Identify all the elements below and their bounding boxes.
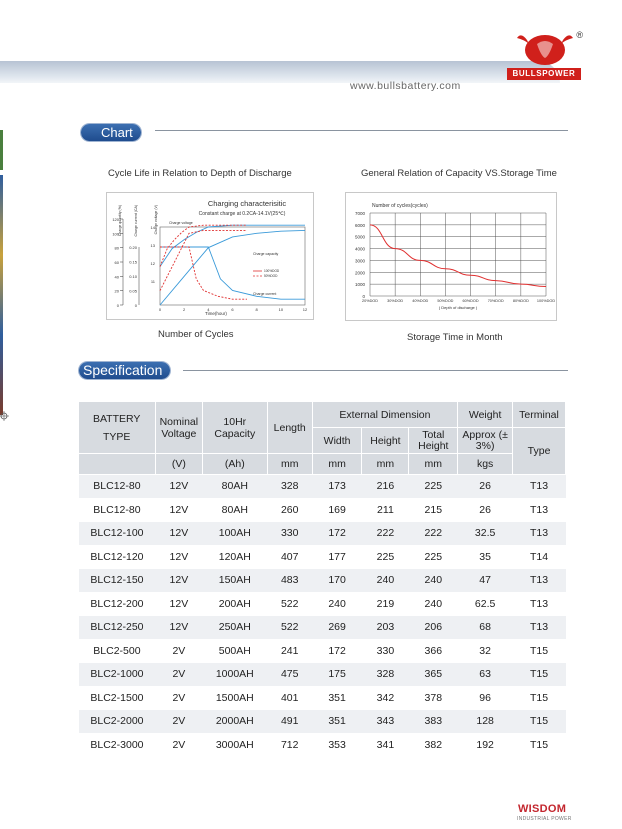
x-tick-label: 4	[207, 307, 210, 312]
cell-length: 241	[267, 639, 312, 663]
bull-logo-icon	[515, 30, 575, 70]
cell-type: BLC12-80	[79, 475, 156, 499]
charge-capacity-line-50dod	[160, 230, 247, 290]
x-axis-label: ( Depth of discharge )	[438, 305, 478, 310]
cell-capacity: 2000AH	[202, 710, 267, 734]
cell-voltage: 12V	[155, 545, 202, 569]
weight-header: Weight	[458, 402, 513, 428]
x-tick-label: 40%DOD	[412, 299, 429, 303]
table-row	[79, 686, 566, 710]
cell-type: BLC12-80	[79, 498, 156, 522]
table-row	[79, 616, 566, 640]
annotation-charge-current: Charge current	[253, 292, 277, 296]
cell-type: BLC2-3000	[79, 733, 156, 757]
cell-height: 203	[362, 616, 409, 640]
cell-weight: 26	[458, 498, 513, 522]
brand-name: BULLSPOWER	[507, 68, 581, 80]
left-chart-caption: Cycle Life in Relation to Depth of Discharge	[108, 168, 292, 179]
total-height-header	[409, 428, 458, 454]
x-axis-label: Time(hour)	[205, 311, 227, 316]
cell-voltage: 2V	[155, 663, 202, 687]
tick-label-current: 0	[134, 303, 137, 308]
table-row	[79, 475, 566, 499]
y-axis-header: Charge quantity (%)	[118, 205, 122, 237]
y-axis-header: Charge current (CA)	[134, 205, 138, 237]
cell-capacity: 1000AH	[202, 663, 267, 687]
cell-weight: 128	[458, 710, 513, 734]
battery-type-header	[79, 402, 156, 454]
table-row	[79, 592, 566, 616]
cell-width: 177	[312, 545, 362, 569]
website-url[interactable]: www.bullsbattery.com	[350, 80, 461, 92]
cell-weight: 68	[458, 616, 513, 640]
cell-terminal: T13	[513, 616, 566, 640]
edge-bar-top	[0, 130, 3, 170]
cell-voltage: 12V	[155, 616, 202, 640]
tick-label-quantity: 20	[114, 288, 119, 294]
cell-type: BLC2-500	[79, 639, 156, 663]
nominal-voltage-header	[155, 402, 202, 454]
tick-label-quantity: 80	[114, 245, 119, 251]
cell-weight: 63	[458, 663, 513, 687]
cell-terminal: T13	[513, 522, 566, 546]
y-tick-label: 0	[362, 294, 365, 299]
cell-voltage: 12V	[155, 522, 202, 546]
unit-capacity: (Ah)	[202, 454, 267, 475]
spec-section-title: Specification	[79, 362, 170, 379]
cell-total-height: 215	[409, 498, 458, 522]
cell-total-height: 225	[409, 545, 458, 569]
terminal-header: Terminal	[513, 402, 566, 428]
cell-height: 240	[362, 569, 409, 593]
x-tick-label: 30%DOD	[387, 299, 404, 303]
approx-header-label: Approx (± 3%)	[462, 428, 508, 452]
cell-length: 522	[267, 616, 312, 640]
battery-type-header-label: BATTERY TYPE	[92, 412, 141, 443]
tick-label-current: 0.15	[129, 259, 137, 265]
cell-total-height: 366	[409, 639, 458, 663]
x-tick-label: 12	[302, 307, 308, 312]
x-tick-label: 20%DOD	[361, 299, 379, 303]
cell-terminal: T15	[513, 663, 566, 687]
cell-length: 475	[267, 663, 312, 687]
cell-length: 491	[267, 710, 312, 734]
cell-width: 172	[312, 639, 362, 663]
x-tick-label: 80%DOD	[512, 299, 529, 303]
y-tick-label: 7000	[354, 211, 365, 216]
cell-type: BLC2-1000	[79, 663, 156, 687]
cell-length: 522	[267, 592, 312, 616]
cell-width: 351	[312, 686, 362, 710]
edge-bar-mid	[0, 175, 3, 415]
cell-total-height: 240	[409, 569, 458, 593]
cell-terminal: T15	[513, 710, 566, 734]
cell-weight: 32.5	[458, 522, 513, 546]
tick-label-voltage: 14	[150, 225, 155, 230]
cell-width: 351	[312, 710, 362, 734]
cell-total-height: 383	[409, 710, 458, 734]
cell-total-height: 222	[409, 522, 458, 546]
legend-label-100dod: 100%DOD	[264, 269, 280, 273]
chart-section-rule	[155, 130, 568, 131]
tick-label-quantity: 60	[114, 260, 119, 265]
cell-width: 353	[312, 733, 362, 757]
x-tick-label: 6	[231, 307, 234, 312]
chart-subtitle: Constant charge at 0.2CA-14.1V(25℃)	[198, 211, 286, 217]
charge-current-line-50dod	[160, 247, 247, 299]
cell-weight: 26	[458, 475, 513, 499]
cell-capacity: 200AH	[202, 592, 267, 616]
cell-capacity: 80AH	[202, 475, 267, 499]
tick-label-quantity: 120	[112, 217, 119, 222]
cell-terminal: T14	[513, 545, 566, 569]
cell-length: 330	[267, 522, 312, 546]
cell-weight: 62.5	[458, 592, 513, 616]
cell-type: BLC12-250	[79, 616, 156, 640]
cell-capacity: 150AH	[202, 569, 267, 593]
cell-terminal: T13	[513, 498, 566, 522]
cell-type: BLC2-1500	[79, 686, 156, 710]
nominal-voltage-header-label: Nominal Voltage	[159, 415, 199, 440]
chart-title: Number of cycles(cycles)	[372, 203, 428, 209]
unit-total-height: mm	[409, 454, 458, 475]
unit-weight: kgs	[458, 454, 513, 475]
approx-header	[458, 428, 513, 454]
cell-height: 211	[362, 498, 409, 522]
cell-voltage: 12V	[155, 498, 202, 522]
cell-voltage: 2V	[155, 710, 202, 734]
cell-type: BLC12-150	[79, 569, 156, 593]
cell-length: 407	[267, 545, 312, 569]
legend-label-50dod: 50%DOD	[264, 274, 278, 278]
cell-height: 328	[362, 663, 409, 687]
cell-weight: 96	[458, 686, 513, 710]
table-row	[79, 545, 566, 569]
cell-height: 216	[362, 475, 409, 499]
registered-mark: ®	[576, 30, 583, 40]
table-row	[79, 663, 566, 687]
tick-label-voltage: 11	[150, 279, 155, 284]
cell-width: 170	[312, 569, 362, 593]
width-header: Width	[312, 428, 362, 454]
cell-width: 172	[312, 522, 362, 546]
cell-length: 712	[267, 733, 312, 757]
y-tick-label: 1000	[354, 282, 365, 288]
external-dimension-header: External Dimension	[312, 402, 458, 428]
cell-weight: 192	[458, 733, 513, 757]
table-row	[79, 522, 566, 546]
cell-width: 240	[312, 592, 362, 616]
capacity-header	[202, 402, 267, 454]
cell-width: 269	[312, 616, 362, 640]
cell-total-height: 378	[409, 686, 458, 710]
y-axis-header: Charge voltage (V)	[154, 205, 158, 235]
cell-length: 260	[267, 498, 312, 522]
charge-current-line	[160, 247, 305, 299]
footer-brand: WISDOM	[518, 803, 567, 815]
cell-voltage: 2V	[155, 733, 202, 757]
charge-voltage-line-50dod	[160, 225, 247, 266]
cell-capacity: 120AH	[202, 545, 267, 569]
unit-length: mm	[267, 454, 312, 475]
cell-type: BLC2-2000	[79, 710, 156, 734]
table-row	[79, 710, 566, 734]
tick-label-current: 0.20	[129, 245, 137, 250]
annotation-charge-capacity: Charge capacity	[253, 252, 279, 256]
charging-chart	[106, 192, 314, 320]
cell-total-height: 240	[409, 592, 458, 616]
x-tick-label: 100%DOD	[536, 299, 556, 303]
x-tick-label: 50%DOD	[437, 299, 454, 303]
cell-terminal: T13	[513, 592, 566, 616]
chart-section-title: Chart	[81, 124, 141, 141]
terminal-type-header: Type	[513, 428, 566, 475]
specification-table-body	[79, 475, 566, 757]
x-tick-label: 8	[255, 307, 258, 312]
cell-height: 343	[362, 710, 409, 734]
cell-type: BLC12-200	[79, 592, 156, 616]
cell-height: 342	[362, 686, 409, 710]
annotation-charge-voltage: Charge voltage	[169, 221, 193, 225]
total-height-header-label: Total Height	[418, 428, 449, 452]
cell-voltage: 2V	[155, 686, 202, 710]
tick-label-quantity: 0	[116, 303, 119, 308]
brand-logo	[507, 30, 583, 80]
cycles-curve	[370, 225, 546, 287]
x-tick-label: 2	[183, 307, 186, 312]
cell-terminal: T15	[513, 686, 566, 710]
cell-terminal: T13	[513, 569, 566, 593]
cycles-chart-svg	[346, 193, 556, 320]
cell-length: 483	[267, 569, 312, 593]
table-row	[79, 733, 566, 757]
specification-table	[78, 401, 566, 757]
tick-label-voltage: 12	[150, 261, 155, 266]
cell-voltage: 12V	[155, 569, 202, 593]
unit-width: mm	[312, 454, 362, 475]
cell-width: 175	[312, 663, 362, 687]
tick-label-quantity: 40	[114, 274, 119, 280]
cell-height: 222	[362, 522, 409, 546]
y-tick-label: 3000	[354, 258, 365, 264]
cell-capacity: 250AH	[202, 616, 267, 640]
cell-terminal: T15	[513, 639, 566, 663]
cell-capacity: 80AH	[202, 498, 267, 522]
left-chart-footer: Number of Cycles	[158, 329, 234, 340]
chart-title: Charging characterisitic	[207, 199, 287, 208]
x-tick-label: 60%DOD	[462, 299, 479, 303]
unit-blank	[79, 454, 156, 475]
x-tick-label: 0	[158, 307, 162, 312]
cell-width: 173	[312, 475, 362, 499]
cell-height: 225	[362, 545, 409, 569]
unit-height: mm	[362, 454, 409, 475]
cell-length: 328	[267, 475, 312, 499]
charging-chart-svg	[107, 193, 313, 319]
cell-height: 219	[362, 592, 409, 616]
x-tick-label: 10	[278, 307, 284, 312]
plot-frame	[160, 227, 305, 305]
cell-voltage: 12V	[155, 592, 202, 616]
cell-height: 341	[362, 733, 409, 757]
cell-weight: 47	[458, 569, 513, 593]
cell-capacity: 100AH	[202, 522, 267, 546]
tick-label-voltage: 13	[150, 243, 155, 248]
cell-capacity: 3000AH	[202, 733, 267, 757]
cell-terminal: T15	[513, 733, 566, 757]
cell-total-height: 225	[409, 475, 458, 499]
cell-length: 401	[267, 686, 312, 710]
cell-weight: 32	[458, 639, 513, 663]
tick-label-current: 0.10	[129, 274, 137, 279]
spec-section-rule	[183, 370, 568, 371]
y-tick-label: 5000	[354, 234, 365, 240]
tick-label-quantity: 100	[112, 231, 119, 237]
right-chart-footer: Storage Time in Month	[407, 332, 503, 343]
tick-label-current: 0.05	[129, 288, 137, 294]
height-header: Height	[362, 428, 409, 454]
cell-voltage: 2V	[155, 639, 202, 663]
header-band	[0, 61, 560, 83]
cell-total-height: 365	[409, 663, 458, 687]
right-chart-caption: General Relation of Capacity VS.Storage Time	[361, 168, 557, 179]
length-header: Length	[267, 402, 312, 454]
cycles-chart	[345, 192, 557, 321]
y-tick-label: 2000	[354, 270, 365, 276]
table-row	[79, 498, 566, 522]
unit-voltage: (V)	[155, 454, 202, 475]
cell-capacity: 1500AH	[202, 686, 267, 710]
capacity-header-label: 10Hr Capacity	[214, 415, 256, 440]
y-tick-label: 4000	[354, 246, 365, 252]
cell-capacity: 500AH	[202, 639, 267, 663]
cell-total-height: 206	[409, 616, 458, 640]
table-row	[79, 639, 566, 663]
cell-type: BLC12-100	[79, 522, 156, 546]
y-tick-label: 6000	[354, 222, 365, 228]
cell-total-height: 382	[409, 733, 458, 757]
cell-weight: 35	[458, 545, 513, 569]
cell-width: 169	[312, 498, 362, 522]
crosshair-icon	[0, 411, 10, 421]
cell-voltage: 12V	[155, 475, 202, 499]
footer-subbrand: INDUSTRIAL POWER	[517, 816, 572, 822]
cell-terminal: T13	[513, 475, 566, 499]
cell-type: BLC12-120	[79, 545, 156, 569]
cell-height: 330	[362, 639, 409, 663]
table-row	[79, 569, 566, 593]
x-tick-label: 70%DOD	[487, 299, 504, 303]
